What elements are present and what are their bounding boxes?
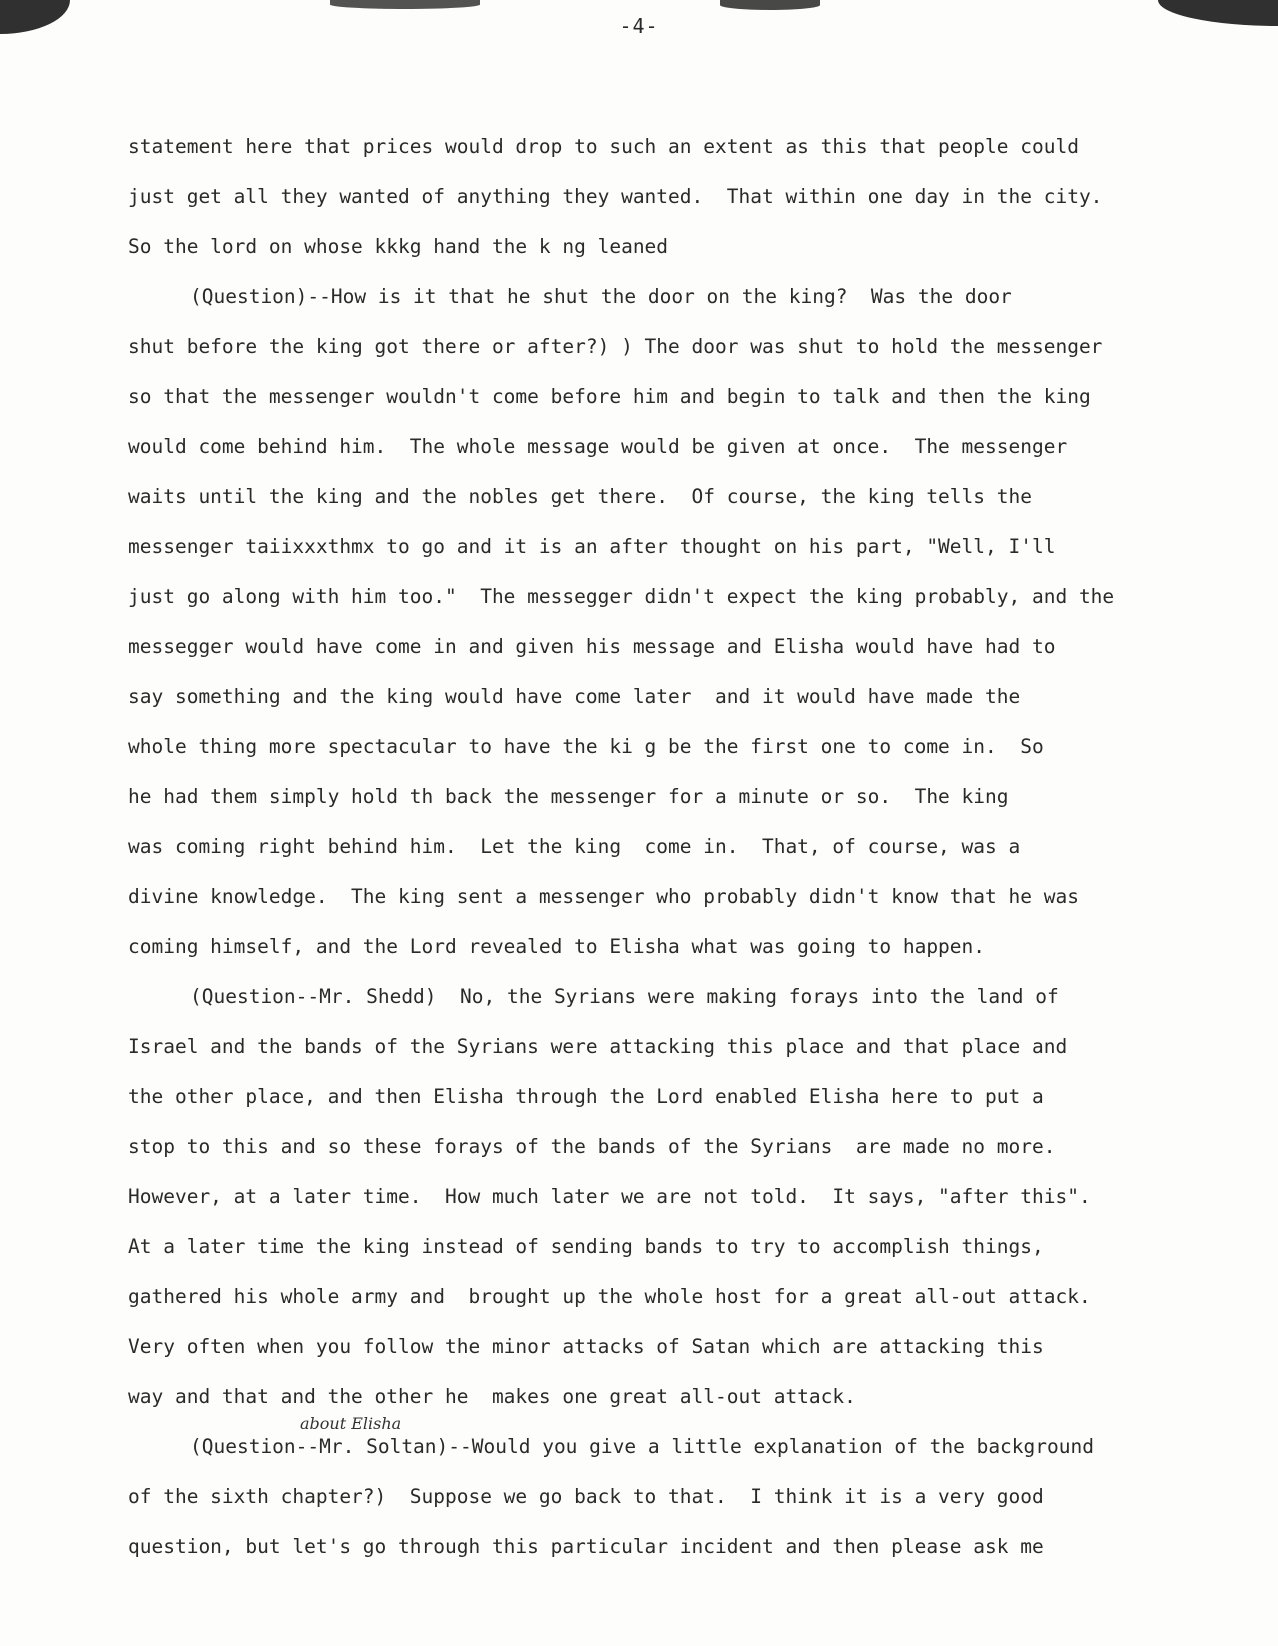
text-line: way and that and the other he makes one great all-out attack. [128,1385,856,1408]
text-line: waits until the king and the nobles get there. Of course, the king tells the [128,485,1032,508]
scan-shadow [330,0,480,9]
text-line: just get all they wanted of anything they wanted. That within one day in the city. [128,185,1103,208]
text-line: stop to this and so these forays of the bands of the Syrians are made no more. [128,1135,1056,1158]
text-line: (Question)--How is it that he shut the door on the king? Was the door [190,285,1012,308]
text-line: At a later time the king instead of sending bands to try to accomplish things, [128,1235,1044,1258]
handwritten-annotation: about Elisha [300,1414,402,1433]
text-line: However, at a later time. How much later we are not told. It says, "after this". [128,1185,1091,1208]
text-line: shut before the king got there or after?) ) The door was shut to hold the messenger [128,335,1103,358]
text-line: of the sixth chapter?) Suppose we go back to that. I think it is a very good [128,1485,1044,1508]
text-line: So the lord on whose kkkg hand the k ng leaned [128,235,669,258]
text-line: (Question--Mr. Shedd) No, the Syrians were making forays into the land of [190,985,1059,1008]
text-line: (Question--Mr. Soltan)--Would you give a little explanation of the background [190,1435,1094,1458]
text-line: the other place, and then Elisha through the Lord enabled Elisha here to put a [128,1085,1044,1108]
text-line: statement here that prices would drop to such an extent as this that people could [128,135,1079,158]
text-line: was coming right behind him. Let the king come in. That, of course, was a [128,835,1021,858]
text-line: say something and the king would have come later and it would have made the [128,685,1021,708]
body-text [128,122,1188,1572]
text-line: whole thing more spectacular to have the ki g be the first one to come in. So [128,735,1044,758]
text-line: Very often when you follow the minor attacks of Satan which are attacking this [128,1335,1044,1358]
text-line: he had them simply hold th back the messenger for a minute or so. The king [128,785,1009,808]
text-line: coming himself, and the Lord revealed to Elisha what was going to happen. [128,935,986,958]
text-line: gathered his whole army and brought up the whole host for a great all-out attack. [128,1285,1091,1308]
text-line: just go along with him too." The messegger didn't expect the king probably, and the [128,585,1115,608]
text-line: would come behind him. The whole message would be given at once. The messenger [128,435,1068,458]
scan-shadow [720,0,820,10]
text-line: so that the messenger wouldn't come before him and begin to talk and then the king [128,385,1091,408]
text-line: divine knowledge. The king sent a messenger who probably didn't know that he was [128,885,1079,908]
page-number: -4- [619,14,659,38]
text-line: messegger would have come in and given his message and Elisha would have had to [128,635,1056,658]
text-line: messenger taiixxxthmx to go and it is an after thought on his part, "Well, I'll [128,535,1056,558]
text-line: question, but let's go through this particular incident and then please ask me [128,1535,1044,1558]
text-line: Israel and the bands of the Syrians were attacking this place and that place and [128,1035,1068,1058]
